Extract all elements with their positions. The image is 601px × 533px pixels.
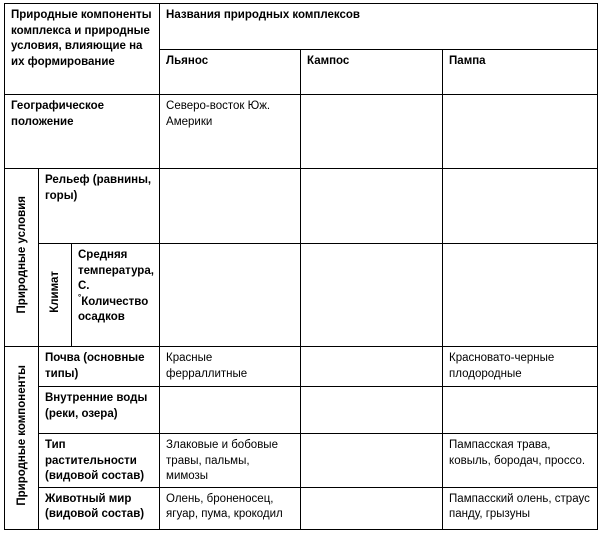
vegetation-pampa-value: Пампасская трава, ковыль, бородач, проссо. xyxy=(449,439,586,467)
climate-campos xyxy=(301,244,443,347)
soil-llanos xyxy=(160,347,301,387)
geo-position-llanos-value: Северо-восток Юж. Америки xyxy=(166,100,271,128)
column-header-pampa xyxy=(443,50,598,95)
relief-llanos xyxy=(160,169,301,244)
soil-pampa-value: Красновато-черные плодородные xyxy=(449,352,555,380)
climate-params-label xyxy=(78,248,153,326)
geo-position-label: Географическое положение xyxy=(11,100,105,128)
fauna-label: Животный мир (видовой состав) xyxy=(45,492,145,520)
geo-position-pampa xyxy=(443,95,598,169)
climate-group-label: Климат xyxy=(49,271,61,314)
column-header-llanos-label: Льянос xyxy=(166,55,209,67)
soil-label-cell xyxy=(39,347,160,387)
waters-label: Внутренние воды (реки, озера) xyxy=(45,392,148,420)
conditions-group-label: Природные условия xyxy=(15,196,28,314)
header-row-top xyxy=(5,4,598,50)
components-group-cell xyxy=(5,347,39,530)
column-header-pampa-label: Пампа xyxy=(449,55,486,67)
relief-label: Рельеф (равнины, горы) xyxy=(45,174,152,202)
geo-position-label-cell xyxy=(5,95,160,169)
relief-campos xyxy=(301,169,443,244)
row-geo-position xyxy=(5,95,598,169)
geo-position-llanos xyxy=(160,95,301,169)
relief-pampa xyxy=(443,169,598,244)
waters-llanos xyxy=(160,387,301,434)
waters-pampa xyxy=(443,387,598,434)
climate-params-label-cell xyxy=(72,244,160,347)
soil-pampa xyxy=(443,347,598,387)
column-header-campos-label: Кампос xyxy=(307,55,350,67)
fauna-llanos-value: Олень, броненосец, ягуар, пума, крокодил xyxy=(166,492,283,520)
soil-campos xyxy=(301,347,443,387)
climate-params-label-part1: Средняя температура, С. xyxy=(78,249,154,292)
geo-position-campos xyxy=(301,95,443,169)
fauna-campos xyxy=(301,487,443,529)
vegetation-campos xyxy=(301,434,443,488)
fauna-pampa xyxy=(443,487,598,529)
fauna-label-cell xyxy=(39,487,160,529)
fauna-pampa-value: Пампасский олень, страус панду, грызуны xyxy=(449,492,590,520)
conditions-group-cell xyxy=(5,169,39,347)
waters-campos xyxy=(301,387,443,434)
components-heading-cell xyxy=(5,4,160,95)
complexes-heading-cell xyxy=(160,4,598,50)
waters-label-cell xyxy=(39,387,160,434)
climate-llanos xyxy=(160,244,301,347)
row-waters xyxy=(5,387,598,434)
column-header-campos xyxy=(301,50,443,95)
fauna-llanos xyxy=(160,487,301,529)
vegetation-llanos-value: Злаковые и бобовые травы, пальмы, мимозы xyxy=(166,439,278,482)
row-fauna xyxy=(5,487,598,529)
degree-mark: ° xyxy=(78,292,82,302)
complexes-heading: Названия природных комплексов xyxy=(166,9,360,21)
vegetation-llanos xyxy=(160,434,301,488)
soil-label: Почва (основные типы) xyxy=(45,352,145,380)
row-relief xyxy=(5,169,598,244)
natural-complexes-table xyxy=(4,3,598,530)
components-heading: Природные компоненты комплекса и природные условия, влияющие на их формирование xyxy=(11,9,152,68)
row-vegetation xyxy=(5,434,598,488)
climate-pampa xyxy=(443,244,598,347)
row-climate xyxy=(5,244,598,347)
soil-llanos-value: Красные ферраллитные xyxy=(166,352,248,380)
climate-group-cell xyxy=(39,244,72,347)
column-header-llanos xyxy=(160,50,301,95)
climate-params-label-part2: Количество осадков xyxy=(78,295,149,323)
vegetation-label: Тип растительности (видовой состав) xyxy=(45,439,145,482)
vegetation-label-cell xyxy=(39,434,160,488)
relief-label-cell xyxy=(39,169,160,244)
row-soil xyxy=(5,347,598,387)
vegetation-pampa xyxy=(443,434,598,488)
components-group-label: Природные компоненты xyxy=(15,364,28,506)
